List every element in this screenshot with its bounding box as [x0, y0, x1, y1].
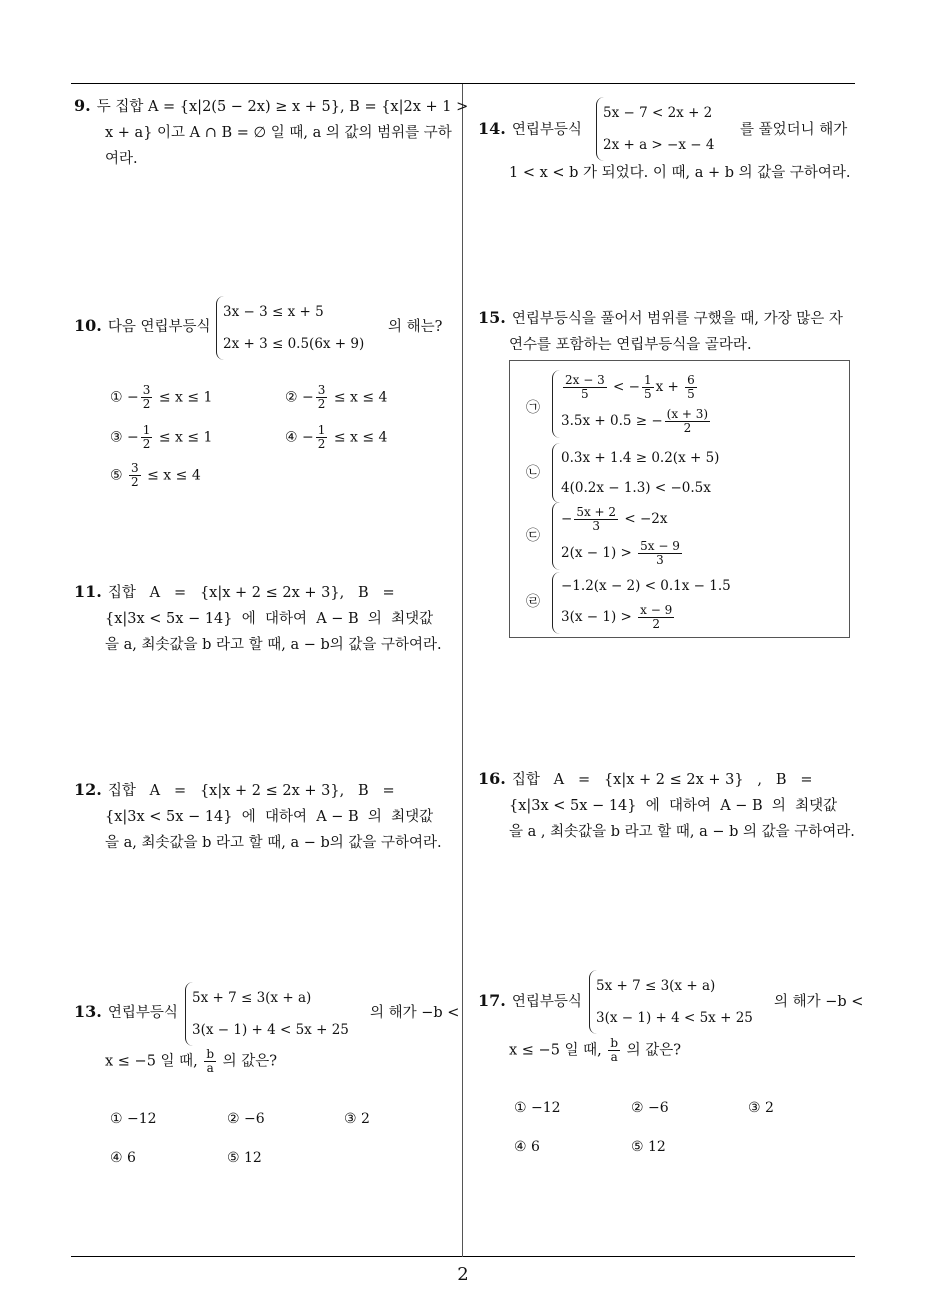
fraction: $\frac{b}{a}$: [206, 1047, 215, 1075]
equation: 2x + a > −x − 4: [603, 137, 715, 153]
question-text: 집합 A = {x|x + 2 ≤ 2x + 3}, B =: [107, 585, 395, 601]
question-text: x ≤ −5 일 때,: [509, 1042, 602, 1059]
question-text: x ≤ −5 일 때,: [105, 1053, 198, 1070]
equation: 5x − 7 < 2x + 2: [603, 105, 713, 121]
choice-5[interactable]: ⑤ $\frac{3}{2}$ ≤ x ≤ 4: [110, 461, 201, 489]
question-text: 의 값은?: [626, 1042, 682, 1059]
top-rule: [71, 83, 855, 84]
question-number: 13.: [74, 1002, 102, 1021]
choice-1[interactable]: ① −12: [514, 1100, 561, 1116]
question-text: 여라.: [105, 151, 138, 167]
question-text: 를 풀었더니 해가: [740, 122, 848, 138]
inequality-system: [596, 97, 714, 161]
page-number: 2: [457, 1264, 469, 1285]
question-text: x + a} 이고 A ∩ B = ∅ 일 때, a 의 값의 범위를 구하: [105, 125, 452, 141]
question-text: {x|3x < 5x − 14} 에 대하여 A − B 의 최댓값: [509, 798, 838, 814]
choice-2[interactable]: ② −6: [631, 1100, 669, 1116]
choice-1[interactable]: ① −12: [110, 1111, 157, 1127]
equation: 5x + 7 ≤ 3(x + a): [596, 978, 716, 994]
column-divider: [462, 84, 463, 1257]
question-number: 10.: [74, 316, 102, 335]
choice-5[interactable]: ⑤ 12: [227, 1150, 262, 1166]
question-text: 을 a, 최솟값을 b 라고 할 때, a − b의 값을 구하여라.: [105, 637, 442, 653]
choice-4[interactable]: ④ 6: [514, 1139, 540, 1155]
choice-1[interactable]: ① − $\frac{3}{2}$ ≤ x ≤ 1: [110, 383, 213, 411]
question-number: 12.: [74, 780, 102, 799]
equation: 3x − 3 ≤ x + 5: [223, 304, 324, 320]
equation: 5x + 7 ≤ 3(x + a): [192, 990, 312, 1006]
question-number: 16.: [478, 769, 506, 788]
question-text: 연립부등식: [511, 122, 582, 138]
bottom-rule: [71, 1256, 855, 1257]
question-text: 의 해가 −b <: [774, 994, 864, 1010]
choice-5[interactable]: ⑤ 12: [631, 1139, 666, 1155]
fraction: $\frac{b}{a}$: [610, 1036, 619, 1064]
question-text: 연립부등식을 풀어서 범위를 구했을 때, 가장 많은 자: [511, 311, 843, 327]
equation: 3(x − 1) + 4 < 5x + 25: [192, 1022, 349, 1038]
question-number: 9.: [74, 96, 91, 115]
question-text: 집합 A = {x|x + 2 ≤ 2x + 3}, B =: [107, 783, 395, 799]
choice-4[interactable]: ④ 6: [110, 1150, 136, 1166]
question-text: 1 < x < b 가 되었다. 이 때, a + b 의 값을 구하여라.: [509, 165, 851, 181]
question-text: 의 해가 −b <: [370, 1005, 460, 1021]
inequality-system: [589, 970, 753, 1034]
question-text: 을 a , 최솟값을 b 라고 할 때, a − b 의 값을 구하여라.: [509, 824, 855, 840]
question-number: 17.: [478, 991, 506, 1010]
equation: 2x + 3 ≤ 0.5(6x + 9): [223, 336, 365, 352]
inequality-system: [216, 296, 364, 360]
equation: 3(x − 1) + 4 < 5x + 25: [596, 1010, 753, 1026]
question-number: 11.: [74, 582, 102, 601]
question-text: 연수를 포함하는 연립부등식을 골라라.: [509, 337, 752, 353]
choice-4[interactable]: ④ − $\frac{1}{2}$ ≤ x ≤ 4: [285, 423, 388, 451]
choice-3[interactable]: ③ 2: [344, 1111, 370, 1127]
question-number: 14.: [478, 119, 506, 138]
question-text: {x|3x < 5x − 14} 에 대하여 A − B 의 최댓값: [105, 809, 434, 825]
question-text: 의 해는?: [388, 319, 443, 335]
inequality-system: [185, 982, 349, 1046]
choice-2[interactable]: ② − $\frac{3}{2}$ ≤ x ≤ 4: [285, 383, 388, 411]
question-text: 두 집합 A = {x|2(5 − 2x) ≥ x + 5}, B = {x|2x + 1 >: [96, 99, 469, 115]
question-text: 집합 A = {x|x + 2 ≤ 2x + 3} , B =: [511, 772, 813, 788]
question-text: 을 a, 최솟값을 b 라고 할 때, a − b의 값을 구하여라.: [105, 835, 442, 851]
question-text: 다음 연립부등식: [107, 319, 211, 335]
choice-3[interactable]: ③ − $\frac{1}{2}$ ≤ x ≤ 1: [110, 423, 213, 451]
question-number: 15.: [478, 308, 506, 327]
choice-3[interactable]: ③ 2: [748, 1100, 774, 1116]
question-text: 연립부등식: [107, 1005, 178, 1021]
question-text: 의 값은?: [222, 1053, 278, 1070]
question-text: {x|3x < 5x − 14} 에 대하여 A − B 의 최댓값: [105, 611, 434, 627]
question-text: 연립부등식: [511, 994, 582, 1010]
choice-2[interactable]: ② −6: [227, 1111, 265, 1127]
